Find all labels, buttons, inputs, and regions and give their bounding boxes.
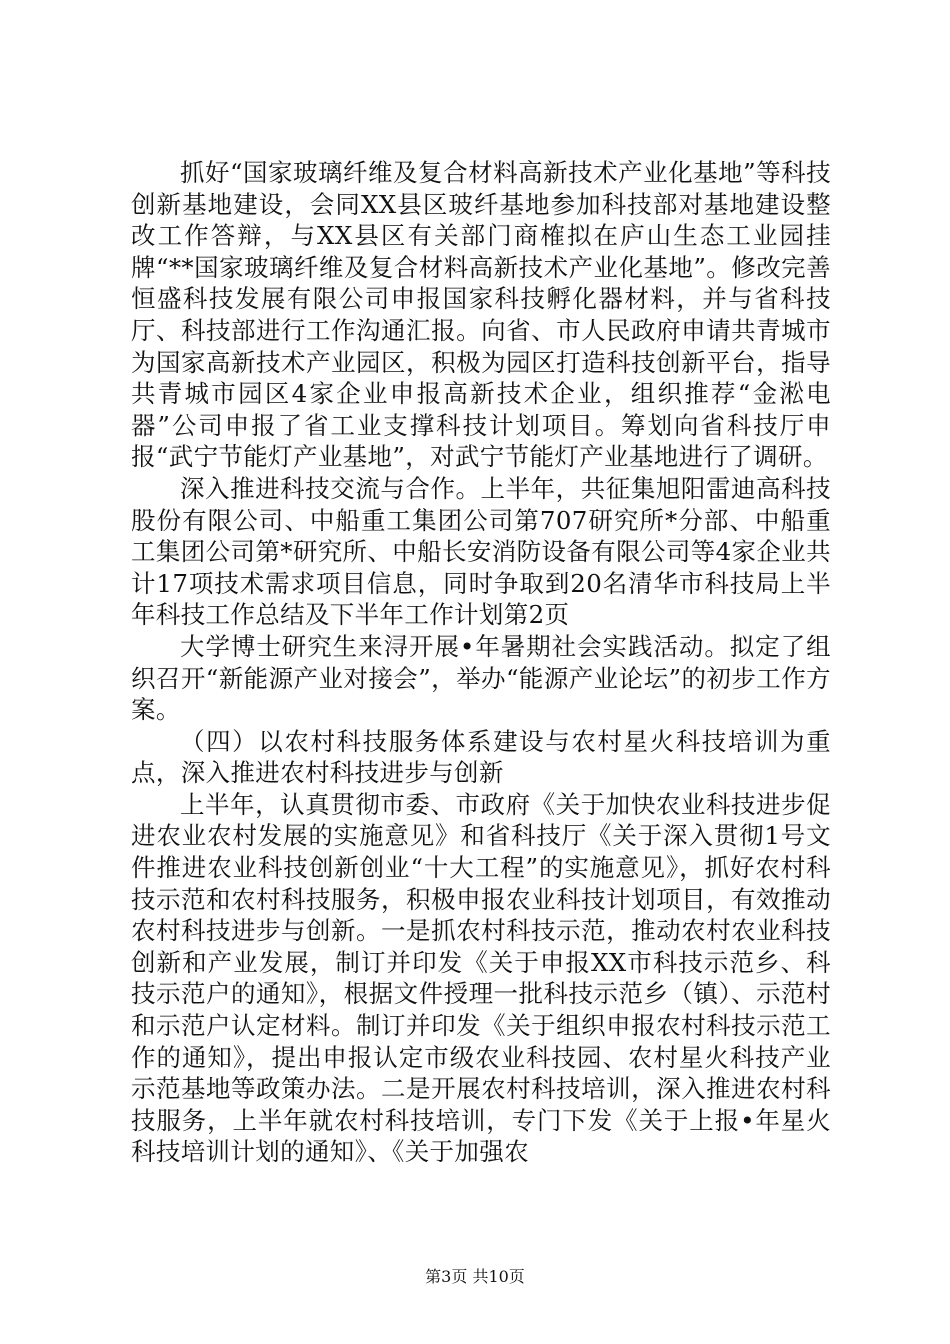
- section-heading-4: （四）以农村科技服务体系建设与农村星火科技培训为重点，深入推进农村科技进步与创新: [131, 726, 831, 788]
- paragraph-5: 上半年，认真贯彻市委、市政府《关于加快农业科技进步促进农业农村发展的实施意见》和省科技厅《关于深入贯彻1号文件推进农业科技创新创业“十大工程”的实施意见》，抓好农村科技示范和农村科技服务，积极申报农业科技计划项目，有效推动农村科技进步与创新。一是抓农村科技示范，推动农村农业科技创新和产业发展，制订并印发《关于申报XX市科技示范乡、科技示范户的通知》，根据文件授理一批科技示范乡（镇）、示范村和示范户认定材料。制订并印发《关于组织申报农村科技示范工作的通知》，提出申报认定市级农业科技园、农村星火科技产业示范基地等政策办法。二是开展农村科技培训，深入推进农村科技服务，上半年就农村科技培训，专门下发《关于上报•年星火科技培训计划的通知》、《关于加强农: [131, 789, 831, 1167]
- page-footer: 第3页 共10页: [425, 1267, 525, 1286]
- document-body: [131, 157, 831, 1168]
- paragraph-2: 深入推进科技交流与合作。上半年，共征集旭阳雷迪高科技股份有限公司、中船重工集团公司第707研究所*分部、中船重工集团公司第*研究所、中船长安消防设备有限公司等4家企业共计17项技术需求项目信息，同时争取到20名清华市科技局上半年科技工作总结及下半年工作计划第2页: [131, 473, 831, 630]
- paragraph-3: 大学博士研究生来浔开展•年暑期社会实践活动。拟定了组织召开“新能源产业对接会”，举办“能源产业论坛”的初步工作方案。: [131, 631, 831, 725]
- paragraph-1: 抓好“国家玻璃纤维及复合材料高新技术产业化基地”等科技创新基地建设，会同XX县区玻纤基地参加科技部对基地建设整改工作答辩，与XX县区有关部门商榷拟在庐山生态工业园挂牌“**国家玻璃纤维及复合材料高新技术产业化基地”。修改完善恒盛科技发展有限公司申报国家科技孵化器材料，并与省科技厅、科技部进行工作沟通汇报。向省、市人民政府申请共青城市为国家高新技术产业园区，积极为园区打造科技创新平台，指导共青城市园区4家企业申报高新技术企业，组织推荐“金淞电器”公司申报了省工业支撑科技计划项目。筹划向省科技厅申报“武宁节能灯产业基地”，对武宁节能灯产业基地进行了调研。: [131, 158, 831, 472]
